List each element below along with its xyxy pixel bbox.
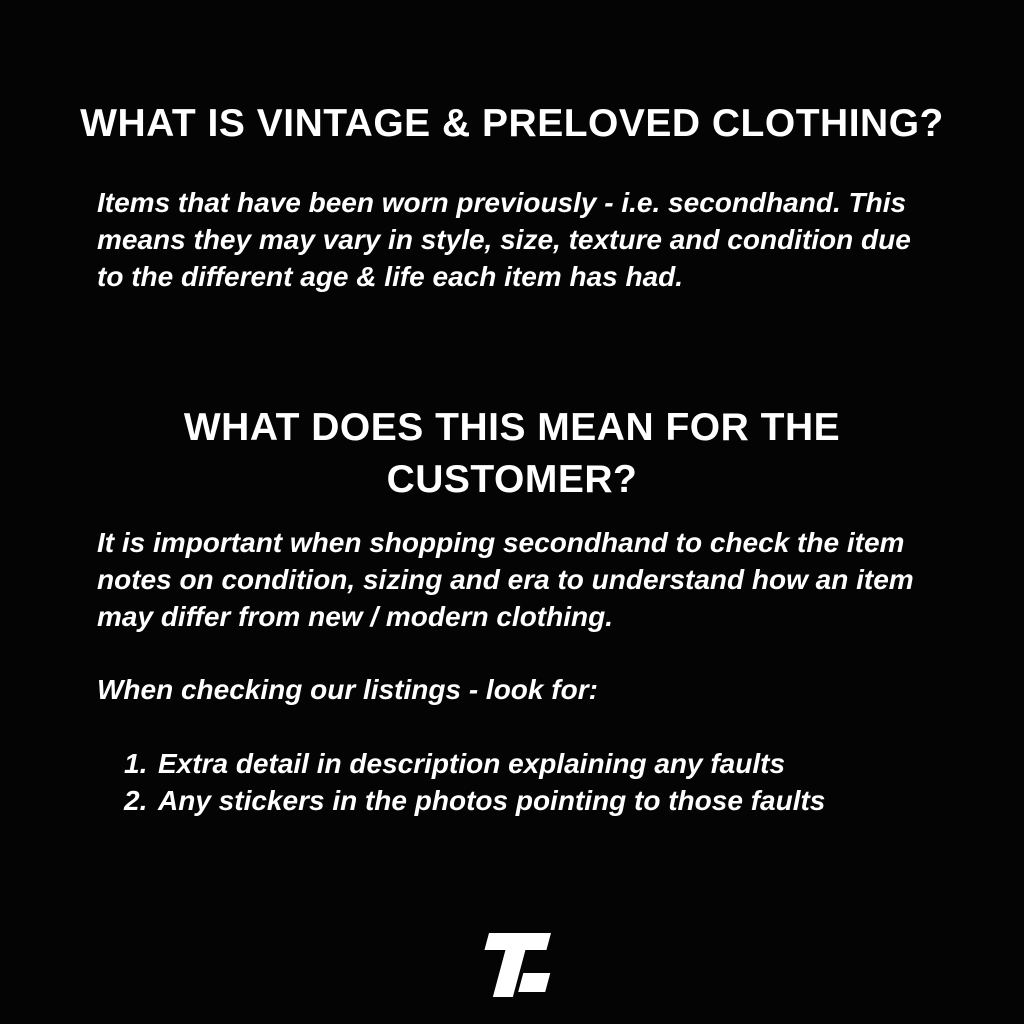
checklist-item-text: Any stickers in the photos pointing to those faults <box>158 785 826 816</box>
customer-paragraph <box>97 524 964 635</box>
checklist-item <box>124 782 825 819</box>
fault-checklist <box>124 745 825 819</box>
intro-line-2: means they may vary in style, size, texture and condition due <box>97 224 911 255</box>
t-logo-icon <box>471 933 553 997</box>
secondary-heading-line-1: WHAT DOES THIS MEAN FOR THE <box>183 406 841 450</box>
checklist-item-number: 1. <box>124 748 148 779</box>
brand-logo <box>0 933 1024 997</box>
secondary-heading <box>0 402 1024 506</box>
primary-heading: WHAT IS VINTAGE & PRELOVED CLOTHING? <box>80 102 944 146</box>
intro-line-1: Items that have been worn previously - i.e. secondhand. This <box>97 187 907 218</box>
intro-paragraph <box>97 184 964 295</box>
listings-prompt: When checking our listings - look for: <box>97 674 598 705</box>
intro-line-3: to the different age & life each item has had. <box>97 261 684 292</box>
customer-line-2: notes on condition, sizing and era to understand how an item <box>97 564 914 595</box>
checklist-item-number: 2. <box>124 785 148 816</box>
checklist-item <box>124 745 825 782</box>
secondary-heading-line-2: CUSTOMER? <box>386 458 638 502</box>
checklist-item-text: Extra detail in description explaining any faults <box>158 748 786 779</box>
customer-line-1: It is important when shopping secondhand to check the item <box>97 527 905 558</box>
customer-line-3: may differ from new / modern clothing. <box>97 601 613 632</box>
